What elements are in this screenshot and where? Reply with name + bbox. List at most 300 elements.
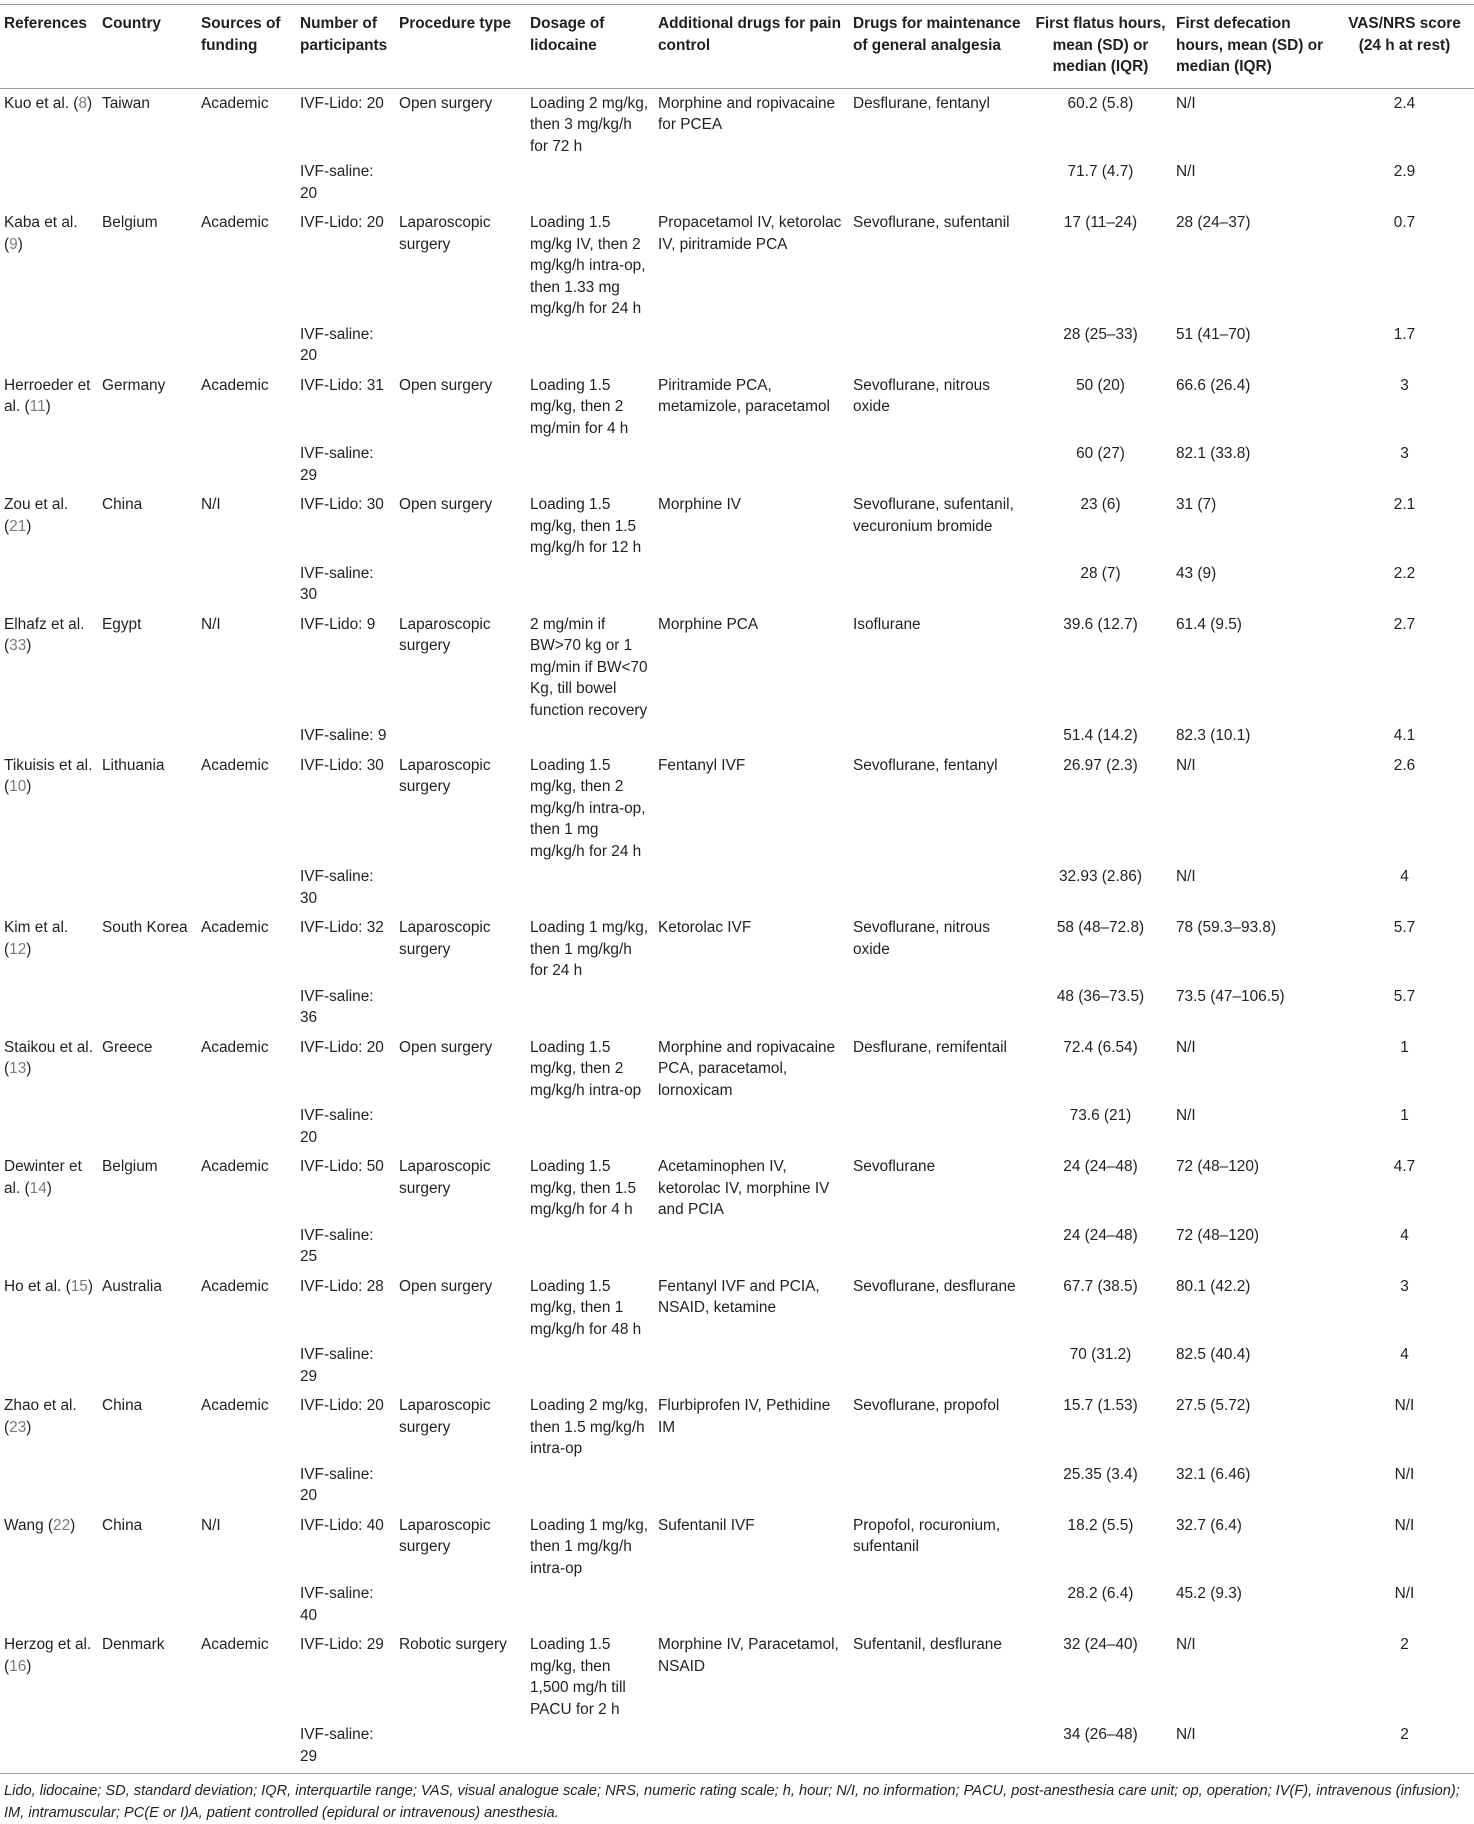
cell-participants: IVF-Lido: 30: [300, 496, 384, 513]
cell-participants: IVF-Lido: 20: [300, 94, 384, 112]
cell-flatus: 26.97 (2.3): [1063, 756, 1138, 774]
header-country: Country: [98, 5, 197, 89]
cell-country: China: [102, 496, 143, 513]
cell-vas: N/I: [1394, 1516, 1415, 1534]
cell-procedure: Laparoscopic surgery: [399, 1158, 491, 1197]
cell-participants: IVF-saline: 30: [300, 868, 374, 907]
reference-citation: 21: [9, 517, 27, 535]
table-footnote: Lido, lidocaine; SD, standard deviation; IQR, interquartile range; VAS, visual analogue scale; NRS, numeric rating scale; h, hour; N/I, no information; PACU, post-anesthesia care unit; op, operation; IV(F), intravenous (infusion); IM, intramuscular; PC(E or I)A, patient controlled (epidural or intravenous) anesthesia.: [4, 1783, 1460, 1821]
cell-reference: [0, 208, 98, 324]
cell-empty: [849, 1225, 1028, 1272]
cell-procedure: Robotic surgery: [399, 1636, 507, 1653]
cell-vas: 2.1: [1393, 496, 1416, 513]
cell-participants: IVF-saline: 29: [300, 1346, 374, 1385]
reference-name: Herzog et al. (: [4, 1636, 92, 1675]
cell-empty: [526, 725, 654, 751]
table-row: [0, 161, 1474, 208]
cell-empty: [98, 1344, 197, 1391]
cell-maintenance: Sevoflurane: [853, 1158, 936, 1175]
cell-empty: [98, 986, 197, 1033]
cell-defecation: 72 (48–120): [1176, 1158, 1260, 1175]
cell-empty: [654, 1344, 849, 1391]
cell-participants: IVF-Lido: 29: [300, 1636, 384, 1653]
cell-empty: [526, 161, 654, 208]
cell-flatus: 72.4 (6.54): [1063, 1038, 1138, 1056]
reference-citation: 9: [9, 235, 18, 253]
cell-flatus: 48 (36–73.5): [1056, 987, 1145, 1005]
cell-funding: Academic: [201, 214, 269, 231]
cell-vas: 4: [1400, 868, 1409, 885]
cell-maintenance: Sevoflurane, fentanyl: [853, 756, 998, 774]
table-row: [0, 725, 1474, 751]
cell-empty: [526, 1724, 654, 1774]
cell-dosage: Loading 1.5 mg/kg, then 2 mg/kg/h intra-op: [530, 1038, 642, 1099]
cell-maintenance: Sevoflurane, propofol: [853, 1397, 1000, 1414]
cell-empty: [654, 324, 849, 371]
cell-additional-drugs: Piritramide PCA, metamizole, paracetamol: [658, 376, 830, 415]
cell-dosage: Loading 1 mg/kg, then 1 mg/kg/h intra-op: [530, 1516, 649, 1577]
cell-flatus: 24 (24–48): [1063, 1158, 1138, 1175]
cell-funding: Academic: [201, 1397, 269, 1414]
cell-empty: [98, 161, 197, 208]
cell-empty: [197, 324, 296, 371]
cell-vas: 2: [1334, 1724, 1474, 1774]
cell-defecation: N/I: [1176, 1038, 1196, 1056]
cell-empty: [98, 563, 197, 610]
cell-empty: [849, 1583, 1028, 1630]
table-row: [0, 1391, 1474, 1464]
cell-empty: [395, 443, 526, 490]
cell-participants: IVF-saline: 20: [300, 325, 374, 364]
reference-citation: 33: [9, 637, 27, 654]
table-row: [0, 1152, 1474, 1225]
cell-additional-drugs: Propacetamol IV, ketorolac IV, piritramide PCA: [658, 214, 842, 253]
cell-procedure: Open surgery: [399, 1277, 493, 1295]
table-row: [0, 751, 1474, 867]
cell-defecation: 27.5 (5.72): [1176, 1397, 1251, 1414]
cell-empty: [395, 725, 526, 751]
cell-vas: 5.7: [1393, 919, 1416, 936]
cell-empty: [654, 986, 849, 1033]
cell-country: Denmark: [102, 1636, 165, 1653]
cell-defecation: N/I: [1176, 1107, 1196, 1124]
cell-flatus: 73.6 (21): [1069, 1107, 1132, 1124]
cell-empty: [849, 161, 1028, 208]
cell-reference: [0, 1630, 98, 1724]
cell-defecation: 80.1 (42.2): [1176, 1277, 1251, 1295]
cell-empty: [197, 725, 296, 751]
cell-funding: Academic: [201, 1277, 269, 1295]
cell-flatus: 18.2 (5.5): [1067, 1516, 1134, 1534]
cell-defecation: 31 (7): [1176, 496, 1217, 513]
reference-name: Dewinter et al. (: [4, 1158, 82, 1197]
reference-name: Wang (: [4, 1516, 54, 1534]
cell-empty: [526, 324, 654, 371]
cell-participants: IVF-Lido: 20: [300, 1397, 384, 1414]
reference-name: Kim et al. (: [4, 919, 69, 958]
cell-empty: [0, 324, 98, 371]
cell-defecation: N/I: [1172, 1724, 1334, 1774]
cell-defecation: 61.4 (9.5): [1176, 615, 1242, 633]
cell-flatus: 28 (7): [1080, 564, 1121, 582]
cell-empty: [526, 986, 654, 1033]
cell-dosage: Loading 1.5 mg/kg, then 1.5 mg/kg/h for 4 h: [530, 1158, 637, 1218]
cell-participants: IVF-saline: 29: [300, 445, 374, 484]
cell-funding: N/I: [201, 615, 221, 633]
cell-additional-drugs: Morphine IV: [658, 496, 741, 513]
reference-name: Zou et al. (: [4, 496, 69, 535]
cell-reference: [0, 1033, 98, 1106]
cell-empty: [197, 563, 296, 610]
cell-reference: [0, 610, 98, 726]
cell-flatus: 24 (24–48): [1063, 1226, 1138, 1244]
cell-country: Belgium: [102, 214, 158, 231]
cell-defecation: N/I: [1176, 868, 1196, 885]
cell-country: Taiwan: [102, 94, 150, 112]
cell-flatus: 51.4 (14.2): [1063, 727, 1138, 744]
table-row: [0, 1033, 1474, 1106]
cell-country: Belgium: [102, 1158, 158, 1175]
header-funding: Sources of funding: [197, 5, 296, 89]
cell-empty: [849, 725, 1028, 751]
cell-dosage: Loading 2 mg/kg, then 3 mg/kg/h for 72 h: [530, 94, 649, 155]
cell-empty: [654, 443, 849, 490]
cell-defecation: 45.2 (9.3): [1176, 1585, 1242, 1602]
cell-reference: [0, 1511, 98, 1584]
cell-empty: [526, 1583, 654, 1630]
cell-additional-drugs: Sufentanil IVF: [658, 1516, 755, 1534]
cell-dosage: Loading 1 mg/kg, then 1 mg/kg/h for 24 h: [530, 919, 649, 979]
cell-funding: N/I: [201, 496, 221, 513]
cell-empty: [654, 1464, 849, 1511]
reference-name: Kaba et al. (: [4, 214, 78, 253]
cell-empty: [0, 1583, 98, 1630]
cell-dosage: Loading 1.5 mg/kg, then 2 mg/min for 4 h: [530, 376, 629, 437]
table-row: [0, 324, 1474, 371]
cell-reference: [0, 751, 98, 867]
reference-name: Elhafz et al. (: [4, 615, 85, 654]
cell-vas: 2.9: [1393, 163, 1416, 180]
cell-dosage: 2 mg/min if BW>70 kg or 1 mg/min if BW<70 Kg, till bowel function recovery: [530, 615, 648, 719]
table-row: [0, 1344, 1474, 1391]
cell-empty: [98, 1464, 197, 1511]
cell-vas: 2.4: [1393, 94, 1416, 112]
cell-vas: N/I: [1394, 1585, 1415, 1602]
cell-participants: IVF-saline: 36: [300, 987, 374, 1026]
cell-participants: IVF-saline: 25: [300, 1226, 374, 1265]
cell-empty: [849, 1105, 1028, 1152]
cell-flatus: 32 (24–40): [1063, 1636, 1138, 1653]
reference-name: Ho et al. (: [4, 1277, 71, 1295]
cell-empty: [98, 866, 197, 913]
cell-additional-drugs: Fentanyl IVF: [658, 756, 746, 774]
cell-reference: [0, 490, 98, 563]
reference-close: ): [46, 1179, 52, 1197]
cell-country: Australia: [102, 1277, 162, 1295]
cell-participants: IVF-Lido: 40: [300, 1516, 384, 1534]
header-additional-drugs: Additional drugs for pain control: [654, 5, 849, 89]
cell-empty: [0, 986, 98, 1033]
cell-empty: [98, 725, 197, 751]
cell-empty: [0, 1344, 98, 1391]
cell-funding: Academic: [201, 94, 269, 112]
cell-empty: [395, 161, 526, 208]
cell-reference: [0, 913, 98, 986]
cell-additional-drugs: Flurbiprofen IV, Pethidine IM: [658, 1397, 831, 1436]
cell-empty: [197, 1225, 296, 1272]
cell-defecation: N/I: [1176, 94, 1196, 112]
reference-name: Staikou et al. (: [4, 1038, 93, 1077]
cell-empty: [654, 1724, 849, 1774]
cell-empty: [0, 1225, 98, 1272]
cell-empty: [849, 443, 1028, 490]
cell-funding: N/I: [201, 1516, 221, 1534]
reference-close: ): [26, 1060, 32, 1077]
cell-procedure: Laparoscopic surgery: [399, 615, 491, 654]
cell-empty: [395, 324, 526, 371]
cell-empty: [395, 1225, 526, 1272]
cell-procedure: Open surgery: [399, 1038, 493, 1056]
cell-empty: [0, 1464, 98, 1511]
cell-empty: [526, 1344, 654, 1391]
cell-participants: IVF-Lido: 20: [300, 214, 384, 231]
cell-empty: [395, 1724, 526, 1774]
table-row: [0, 563, 1474, 610]
cell-empty: [654, 725, 849, 751]
cell-empty: [395, 1583, 526, 1630]
cell-empty: [526, 443, 654, 490]
table-row: [0, 1724, 1474, 1774]
cell-country: Greece: [102, 1038, 153, 1056]
cell-additional-drugs: Fentanyl IVF and PCIA, NSAID, ketamine: [658, 1277, 820, 1316]
cell-defecation: 72 (48–120): [1176, 1226, 1260, 1244]
cell-funding: Academic: [201, 1038, 269, 1056]
cell-participants: IVF-saline: 29: [296, 1724, 395, 1774]
cell-empty: [197, 1105, 296, 1152]
cell-flatus: 17 (11–24): [1063, 214, 1138, 231]
cell-dosage: Loading 1.5 mg/kg, then 1,500 mg/h till PACU for 2 h: [530, 1636, 626, 1718]
cell-empty: [0, 161, 98, 208]
cell-vas: 1.7: [1393, 325, 1416, 343]
cell-reference: [0, 371, 98, 444]
cell-empty: [0, 563, 98, 610]
cell-defecation: 82.1 (33.8): [1176, 445, 1251, 462]
cell-flatus: 23 (6): [1080, 496, 1121, 513]
cell-flatus: 60.2 (5.8): [1067, 94, 1134, 112]
cell-defecation: 43 (9): [1176, 564, 1217, 582]
cell-vas: 4: [1400, 1346, 1409, 1363]
cell-procedure: Open surgery: [399, 496, 493, 513]
cell-flatus: 67.7 (38.5): [1063, 1277, 1138, 1295]
reference-citation: 14: [29, 1179, 47, 1197]
cell-vas: 3: [1400, 445, 1409, 462]
cell-empty: [197, 866, 296, 913]
cell-defecation: 51 (41–70): [1176, 325, 1251, 343]
table-row: [0, 1583, 1474, 1630]
cell-procedure: Laparoscopic surgery: [399, 919, 491, 958]
table-row: [0, 208, 1474, 324]
table-row: [0, 986, 1474, 1033]
cell-reference: [0, 1391, 98, 1464]
reference-close: ): [87, 1277, 93, 1295]
cell-flatus: 50 (20): [1076, 376, 1125, 394]
reference-citation: 10: [9, 778, 27, 795]
header-procedure: Procedure type: [395, 5, 526, 89]
cell-additional-drugs: Acetaminophen IV, ketorolac IV, morphine IV and PCIA: [658, 1158, 830, 1218]
cell-empty: [395, 986, 526, 1033]
cell-dosage: Loading 1.5 mg/kg, then 1 mg/kg/h for 48 h: [530, 1277, 642, 1338]
header-references: References: [0, 5, 98, 89]
cell-empty: [197, 1724, 296, 1774]
table-row: [0, 866, 1474, 913]
cell-empty: [526, 1464, 654, 1511]
cell-flatus: 32.93 (2.86): [1059, 868, 1142, 885]
reference-close: ): [45, 398, 51, 415]
cell-empty: [98, 1724, 197, 1774]
cell-vas: 1: [1400, 1038, 1409, 1056]
cell-country: Lithuania: [102, 756, 165, 774]
cell-additional-drugs: Ketorolac IVF: [658, 919, 752, 936]
cell-country: Germany: [102, 376, 166, 394]
cell-defecation: 82.3 (10.1): [1176, 727, 1251, 744]
cell-maintenance: Sevoflurane, nitrous oxide: [853, 919, 990, 958]
cell-participants: IVF-Lido: 28: [300, 1277, 384, 1295]
cell-empty: [395, 1464, 526, 1511]
reference-close: ): [17, 235, 23, 253]
cell-empty: [526, 1105, 654, 1152]
header-vas-nrs: VAS/NRS score (24 h at rest): [1334, 5, 1474, 89]
cell-vas: 1: [1400, 1107, 1409, 1124]
cell-empty: [395, 1105, 526, 1152]
reference-name: Tikuisis et al. (: [4, 756, 93, 795]
cell-flatus: 70 (31.2): [1069, 1346, 1132, 1363]
cell-vas: 5.7: [1393, 987, 1416, 1005]
cell-country: South Korea: [102, 919, 188, 936]
cell-funding: Academic: [201, 1636, 269, 1653]
cell-empty: [849, 1464, 1028, 1511]
cell-vas: 2.7: [1393, 615, 1416, 633]
reference-name: Kuo et al. (: [4, 94, 79, 112]
cell-vas: 3: [1400, 1277, 1409, 1295]
cell-defecation: N/I: [1176, 1636, 1196, 1653]
cell-flatus: 34 (26–48): [1028, 1724, 1172, 1774]
cell-empty: [849, 866, 1028, 913]
cell-defecation: 66.6 (26.4): [1176, 376, 1251, 394]
cell-maintenance: Isoflurane: [853, 615, 921, 633]
table-row: [0, 371, 1474, 444]
header-dosage: Dosage of lidocaine: [526, 5, 654, 89]
table-body: [0, 88, 1474, 1774]
cell-country: China: [102, 1516, 143, 1534]
header-first-flatus: First flatus hours, mean (SD) or median (IQR): [1028, 5, 1172, 89]
reference-citation: 13: [9, 1060, 27, 1077]
cell-reference: [0, 1272, 98, 1345]
table-row: [0, 1511, 1474, 1584]
cell-flatus: 28 (25–33): [1063, 325, 1138, 343]
cell-flatus: 25.35 (3.4): [1063, 1465, 1138, 1483]
cell-empty: [98, 324, 197, 371]
cell-participants: IVF-saline: 9: [300, 727, 387, 744]
cell-maintenance: Sevoflurane, desflurane: [853, 1277, 1016, 1295]
cell-participants: IVF-Lido: 50: [300, 1158, 384, 1175]
cell-maintenance: Desflurane, remifentail: [853, 1038, 1007, 1056]
cell-empty: [0, 443, 98, 490]
cell-maintenance: Sevoflurane, sufentanil: [853, 214, 1010, 231]
cell-additional-drugs: Morphine and ropivacaine for PCEA: [658, 94, 836, 133]
cell-participants: IVF-saline: 20: [300, 1107, 374, 1146]
table-header: [0, 5, 1474, 89]
cell-country: Egypt: [102, 615, 142, 633]
cell-participants: IVF-saline: 40: [300, 1585, 374, 1624]
reference-citation: 8: [78, 94, 87, 112]
cell-empty: [98, 1225, 197, 1272]
cell-procedure: Laparoscopic surgery: [399, 756, 491, 795]
cell-empty: [197, 1583, 296, 1630]
table-row: [0, 1225, 1474, 1272]
reference-citation: 23: [9, 1418, 27, 1436]
reference-citation: 11: [29, 398, 46, 415]
cell-flatus: 15.7 (1.53): [1063, 1397, 1138, 1414]
table-row: [0, 1630, 1474, 1724]
reference-citation: 16: [9, 1657, 27, 1675]
cell-empty: [98, 1583, 197, 1630]
cell-empty: [395, 563, 526, 610]
reference-close: ): [26, 1657, 32, 1675]
cell-participants: IVF-Lido: 20: [300, 1038, 384, 1056]
cell-vas: 0.7: [1393, 214, 1416, 231]
cell-maintenance: Sufentanil, desflurane: [853, 1636, 1002, 1653]
table-row: [0, 443, 1474, 490]
cell-empty: [849, 324, 1028, 371]
cell-defecation: N/I: [1176, 756, 1196, 774]
cell-empty: [395, 866, 526, 913]
cell-empty: [197, 1464, 296, 1511]
cell-procedure: Open surgery: [399, 376, 493, 394]
cell-empty: [0, 725, 98, 751]
header-participants: Number of participants: [296, 5, 395, 89]
cell-participants: IVF-Lido: 30: [300, 756, 384, 774]
cell-dosage: Loading 1.5 mg/kg IV, then 2 mg/kg/h intra-op, then 1.33 mg mg/kg/h for 24 h: [530, 214, 646, 317]
cell-vas: 2: [1400, 1636, 1409, 1653]
cell-empty: [849, 563, 1028, 610]
cell-additional-drugs: Morphine IV, Paracetamol, NSAID: [658, 1636, 839, 1675]
cell-dosage: Loading 1.5 mg/kg, then 1.5 mg/kg/h for 12 h: [530, 496, 642, 556]
cell-dosage: Loading 1.5 mg/kg, then 2 mg/kg/h intra-op, then 1 mg mg/kg/h for 24 h: [530, 756, 646, 860]
cell-defecation: 32.1 (6.46): [1176, 1465, 1251, 1483]
cell-funding: Academic: [201, 1158, 269, 1175]
cell-funding: Academic: [201, 919, 269, 936]
cell-maintenance: Propofol, rocuronium, sufentanil: [853, 1516, 1001, 1555]
cell-empty: [654, 563, 849, 610]
reference-close: ): [70, 1516, 76, 1534]
reference-close: ): [26, 940, 32, 958]
cell-empty: [654, 161, 849, 208]
cell-empty: [526, 866, 654, 913]
cell-empty: [98, 443, 197, 490]
cell-empty: [526, 563, 654, 610]
header-maintenance: Drugs for maintenance of general analgesia: [849, 5, 1028, 89]
cell-funding: Academic: [201, 376, 269, 394]
cell-additional-drugs: Morphine PCA: [658, 615, 759, 633]
cell-procedure: Laparoscopic surgery: [399, 214, 491, 253]
cell-participants: IVF-saline: 30: [300, 564, 374, 603]
reference-citation: 15: [70, 1277, 88, 1295]
cell-vas: 4.1: [1393, 727, 1416, 744]
cell-empty: [0, 866, 98, 913]
cell-participants: IVF-Lido: 32: [300, 919, 384, 936]
cell-empty: [849, 986, 1028, 1033]
cell-country: China: [102, 1397, 143, 1414]
